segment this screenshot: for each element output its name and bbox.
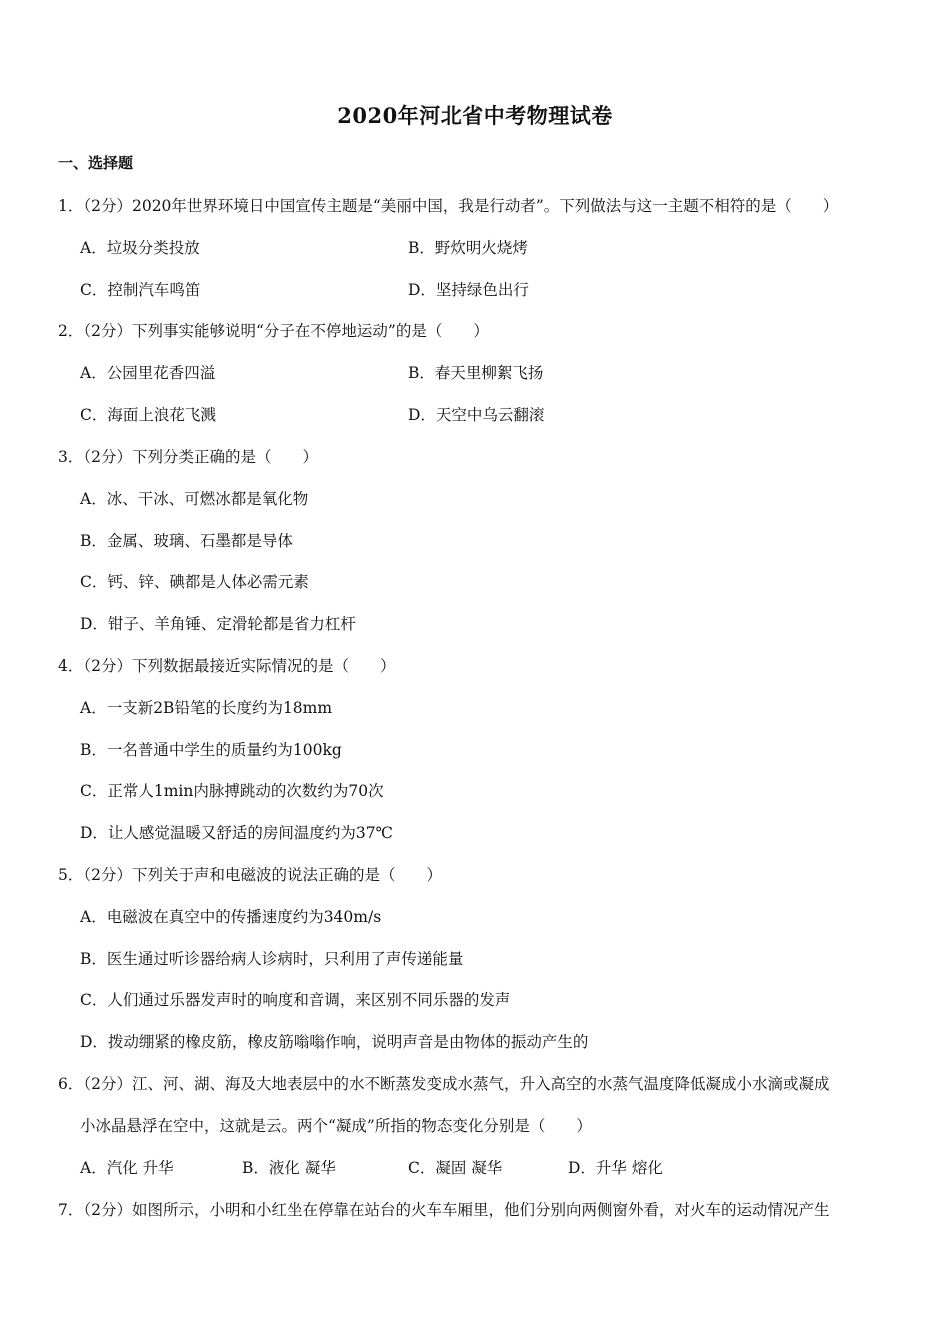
question-1-option-a: A．垃圾分类投放 <box>80 239 200 257</box>
question-3-option-a: A．冰、干冰、可燃冰都是氧化物 <box>80 490 309 508</box>
question-5-option-b: B．医生通过听诊器给病人诊病时，只利用了声传递能量 <box>80 950 464 968</box>
question-4-option-a: A．一支新2B铅笔的长度约为18mm <box>80 699 333 717</box>
question-1-option-c: C．控制汽车鸣笛 <box>80 281 201 299</box>
question-6-option-d: D．升华 熔化 <box>568 1159 663 1177</box>
question-5-option-a: A．电磁波在真空中的传播速度约为340m/s <box>80 908 382 926</box>
question-6-option-a: A．汽化 升华 <box>80 1159 174 1177</box>
question-4-stem: 4．（2分）下列数据最接近实际情况的是（ ） <box>58 657 396 675</box>
question-2-stem: 2．（2分）下列事实能够说明“分子在不停地运动”的是（ ） <box>58 322 489 340</box>
question-5-option-c: C．人们通过乐器发声时的响度和音调，来区别不同乐器的发声 <box>80 991 511 1009</box>
question-5-stem: 5．（2分）下列关于声和电磁波的说法正确的是（ ） <box>58 866 442 884</box>
question-6-stem-line-1: 6．（2分）江、河、湖、海及大地表层中的水不断蒸发变成水蒸气，升入高空的水蒸气温度降低凝成小水滴或凝成 <box>58 1075 830 1093</box>
question-2-option-b: B．春天里柳絮飞扬 <box>408 364 544 382</box>
question-3-option-c: C．钙、锌、碘都是人体必需元素 <box>80 573 309 591</box>
question-3-option-b: B．金属、玻璃、石墨都是导体 <box>80 532 293 550</box>
question-1-option-d: D．坚持绿色出行 <box>408 281 529 299</box>
question-2-option-c: C．海面上浪花飞溅 <box>80 406 216 424</box>
question-6-option-c: C．凝固 凝华 <box>408 1159 503 1177</box>
question-2-option-a: A．公园里花香四溢 <box>80 364 216 382</box>
question-7-stem: 7．（2分）如图所示，小明和小红坐在停靠在站台的火车车厢里，他们分别向两侧窗外看，对火车的运动情况产生 <box>58 1201 830 1219</box>
question-4-option-d: D．让人感觉温暖又舒适的房间温度约为37℃ <box>80 824 393 842</box>
question-6-stem-line-2: 小冰晶悬浮在空中，这就是云。两个“凝成”所指的物态变化分别是（ ） <box>80 1117 592 1135</box>
question-3-stem: 3．（2分）下列分类正确的是（ ） <box>58 448 318 466</box>
section-heading: 一、选择题 <box>58 154 134 172</box>
page-title: 2020年河北省中考物理试卷 <box>337 103 613 128</box>
question-2-option-d: D．天空中乌云翻滚 <box>408 406 545 424</box>
question-1-stem: 1．（2分）2020年世界环境日中国宣传主题是“美丽中国，我是行动者”。下列做法与这一主题不相符的是（ ） <box>58 197 839 215</box>
question-5-option-d: D．拨动绷紧的橡皮筋，橡皮筋嗡嗡作响，说明声音是由物体的振动产生的 <box>80 1033 589 1051</box>
question-1-option-b: B．野炊明火烧烤 <box>408 239 528 257</box>
question-4-option-b: B．一名普通中学生的质量约为100kg <box>80 741 342 759</box>
question-3-option-d: D．钳子、羊角锤、定滑轮都是省力杠杆 <box>80 615 356 633</box>
question-4-option-c: C．正常人1min内脉搏跳动的次数约为70次 <box>80 782 384 800</box>
question-6-option-b: B．液化 凝华 <box>242 1159 336 1177</box>
